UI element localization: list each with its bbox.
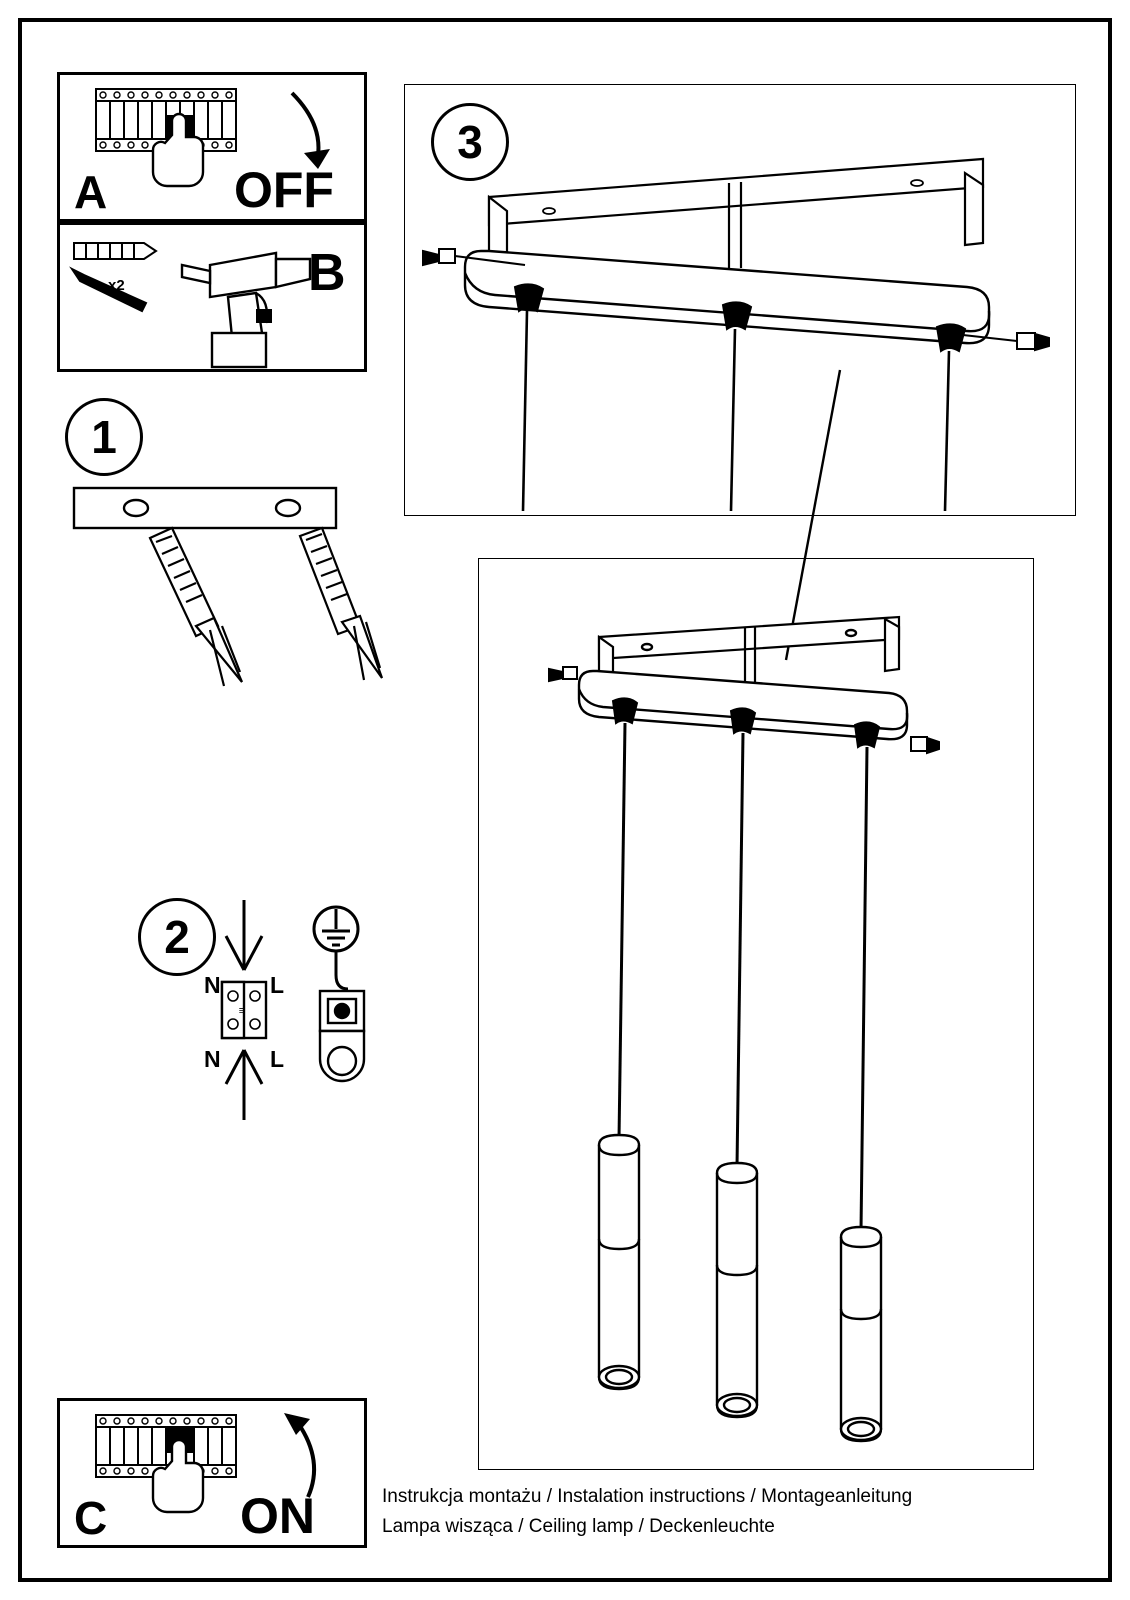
footer-line-1: Instrukcja montażu / Instalation instructions / Montageanleitung: [382, 1486, 913, 1507]
panel-b: [57, 222, 367, 372]
pendant-tube: [599, 1135, 639, 1389]
terminal-label-n-top: N: [204, 972, 221, 998]
panel-step-3: [404, 84, 1076, 516]
panel-final-assembly: [478, 558, 1034, 1470]
panel-c: [57, 1398, 367, 1548]
step-1-badge: [65, 398, 143, 476]
panel-b-quantity: x2: [108, 277, 125, 294]
panel-a-letter: A: [74, 166, 108, 218]
step-1-graphic: [60, 480, 400, 720]
pendant-tube: [841, 1227, 881, 1441]
panel-a-label: OFF: [234, 162, 334, 218]
earth-ground-icon: [300, 895, 420, 1115]
panel-c-label: ON: [240, 1488, 315, 1544]
panel-c-letter: C: [74, 1492, 108, 1544]
terminal-label-l-top: L: [270, 972, 285, 998]
step-1-number: 1: [91, 411, 117, 463]
final-assembly-graphic: [479, 559, 1031, 1467]
step-2-number: 2: [164, 911, 190, 963]
footer-line-2: Lampa wisząca / Ceiling lamp / Deckenleuchte: [382, 1516, 775, 1537]
terminal-label-l-bottom: L: [270, 1046, 285, 1072]
ceiling-connector-icon: [320, 991, 364, 1081]
panel-a: [57, 72, 367, 222]
terminal-label-n-bottom: N: [204, 1046, 221, 1072]
step-3-canopy-graphic: [405, 155, 1073, 513]
svg-text:≡: ≡: [238, 1005, 246, 1017]
pendant-tube: [717, 1163, 757, 1417]
step-3-number: 3: [457, 116, 483, 168]
panel-b-letter: B: [308, 244, 346, 302]
